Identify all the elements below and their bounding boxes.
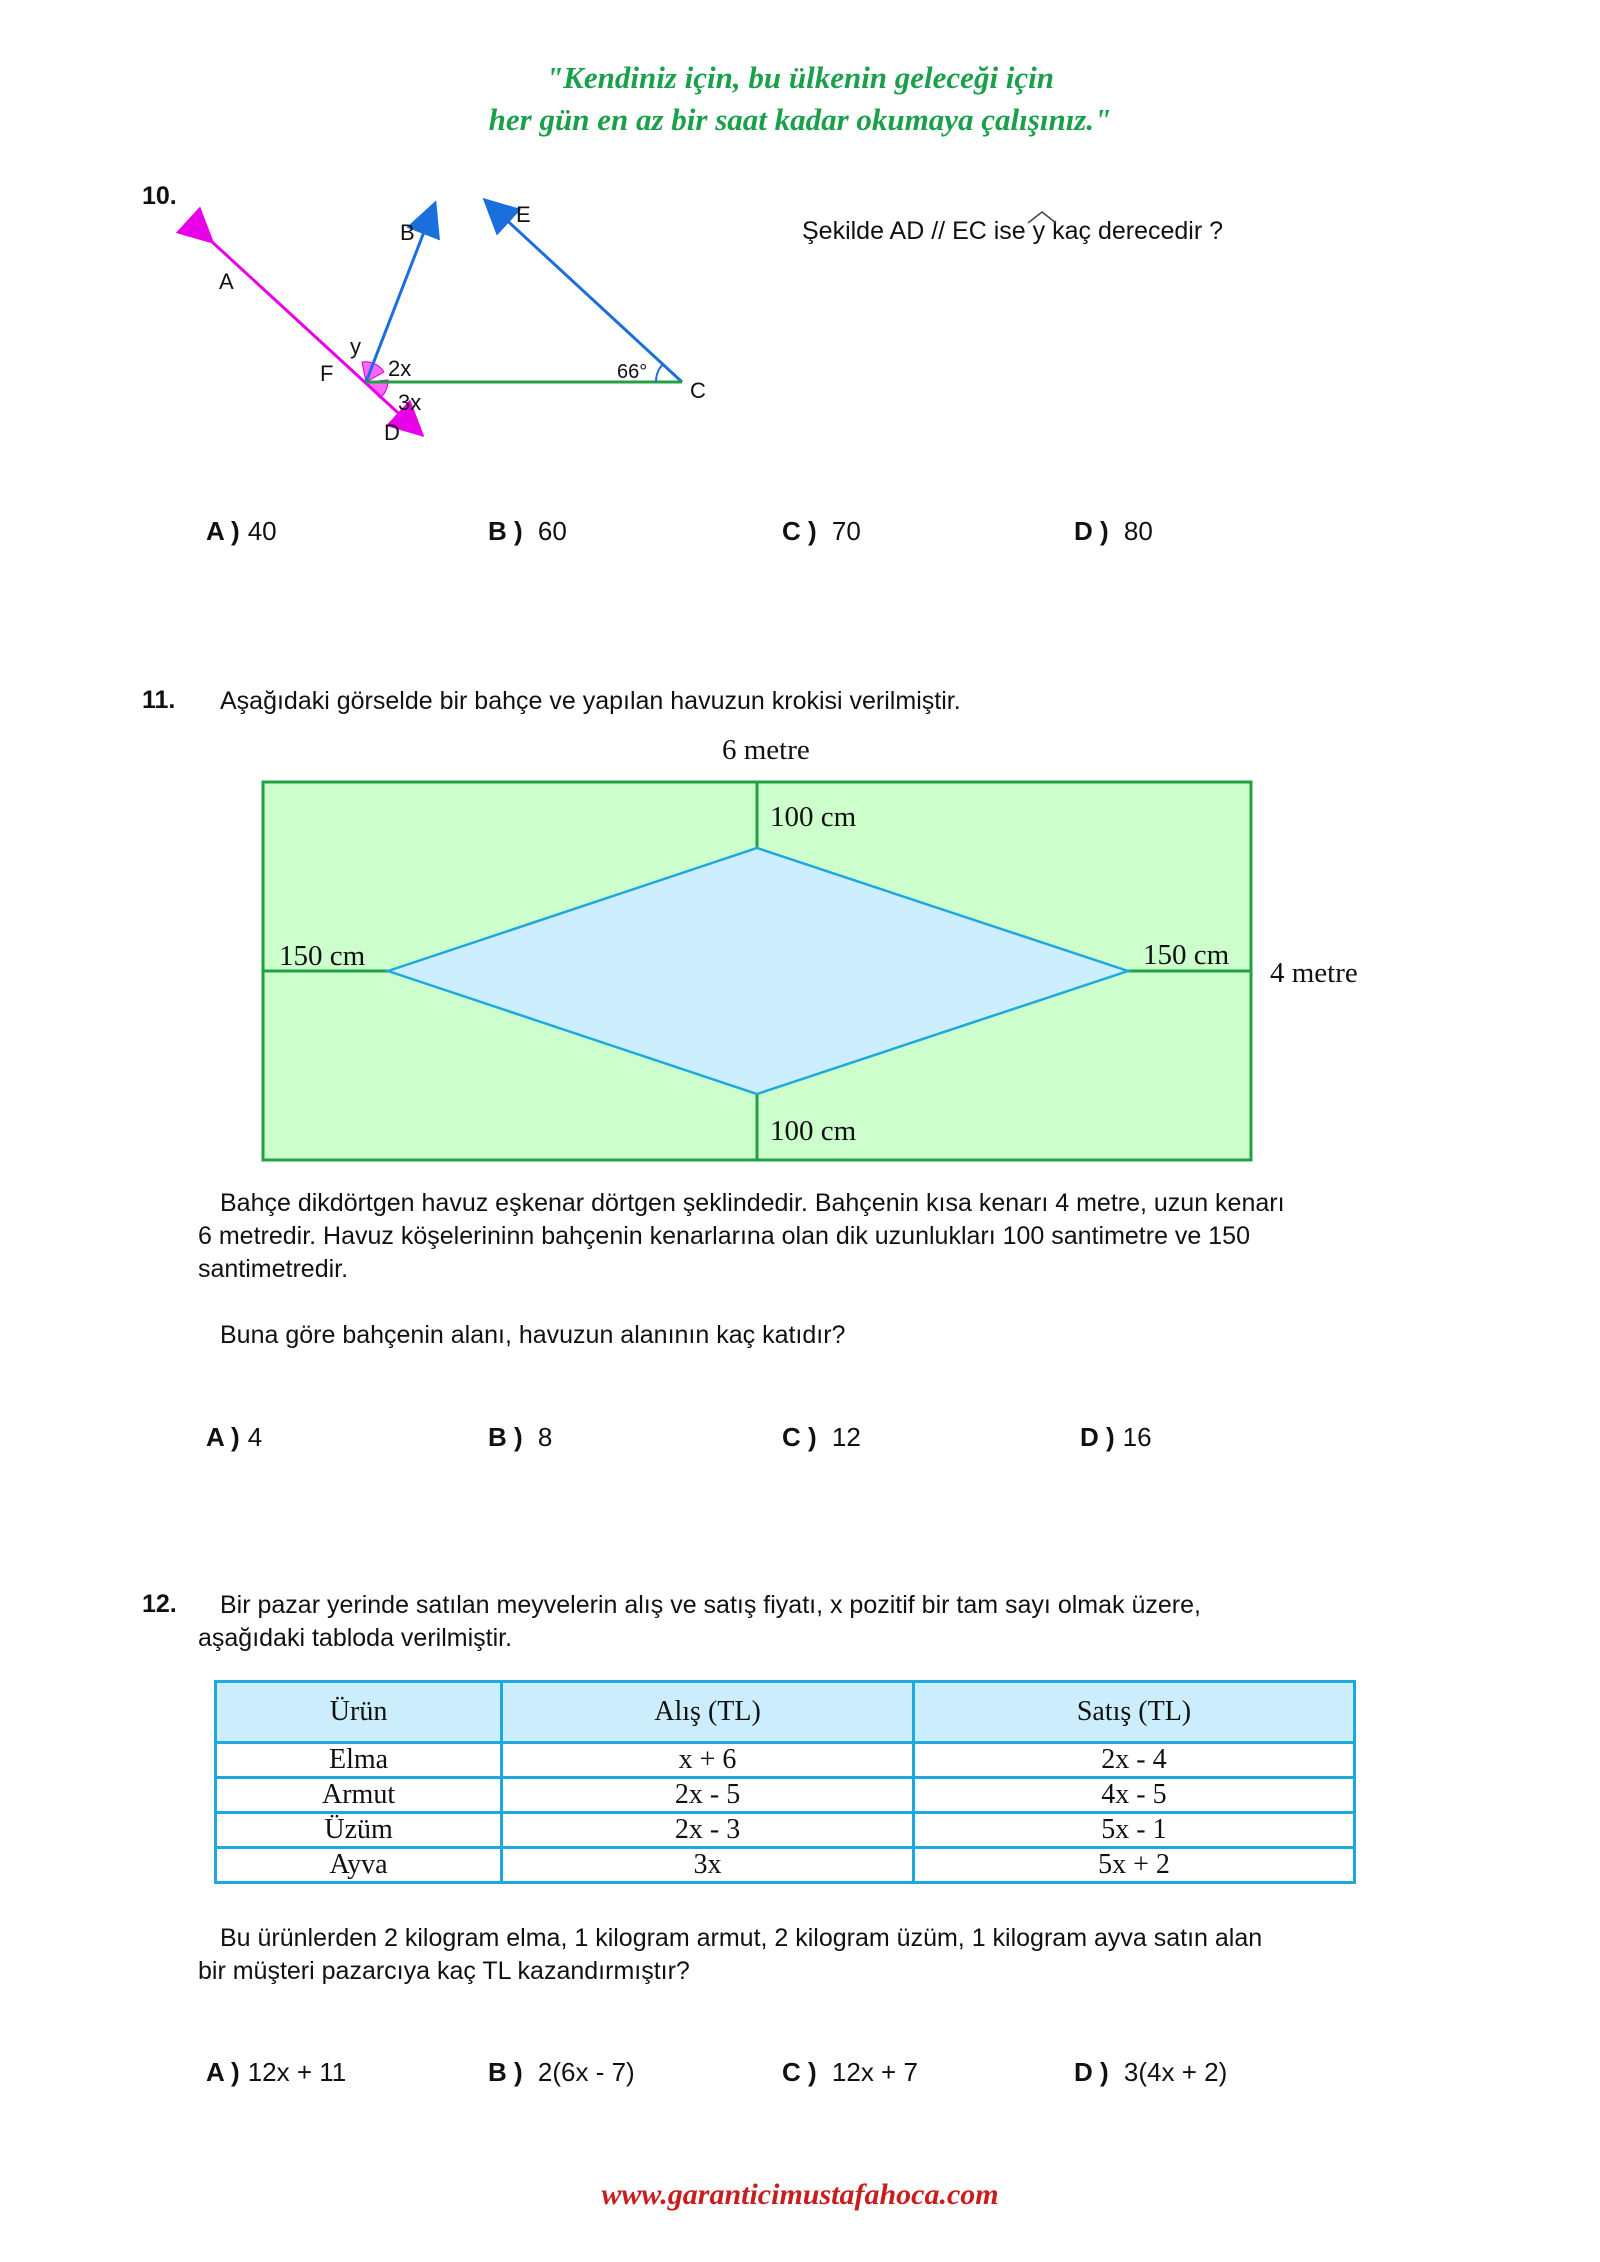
q11-question: Buna göre bahçenin alanı, havuzun alanının kaç katıdır?: [220, 1321, 846, 1349]
table-header-row: [216, 1682, 1355, 1743]
q11-label-height: 4 metre: [1270, 957, 1358, 989]
q12-prompt-line1: Bir pazar yerinde satılan meyvelerin alış ve satış fiyatı, x pozitif bir tam sayı olmak üzere,: [220, 1591, 1201, 1619]
q12-prompt-line2: aşağıdaki tabloda verilmiştir.: [198, 1624, 513, 1652]
q10-label-y: y: [350, 334, 361, 359]
q12-option-c[interactable]: C ) 12x + 7: [782, 2057, 918, 2087]
q10-option-c[interactable]: C ) 70: [782, 516, 861, 546]
table-cell: 3x: [502, 1848, 914, 1883]
q10-label-c: C: [690, 378, 706, 403]
table-cell: x + 6: [502, 1743, 914, 1778]
q11-label-left: 150 cm: [279, 940, 366, 972]
q10-option-d[interactable]: D ) 80: [1074, 516, 1153, 546]
table-row: [216, 1778, 1355, 1813]
q12-option-a[interactable]: A ) 12x + 11: [206, 2057, 347, 2087]
q12-number: 12.: [142, 1590, 177, 1618]
q10-prompt-var: y: [1033, 217, 1046, 245]
q11-label-width: 6 metre: [722, 734, 810, 766]
table-cell: Elma: [216, 1743, 502, 1778]
q12-option-b[interactable]: B ) 2(6x - 7): [488, 2057, 635, 2087]
q10-label-d: D: [384, 420, 400, 445]
table-cell: 2x - 3: [502, 1813, 914, 1848]
table-cell: 2x - 4: [913, 1743, 1354, 1778]
q11-label-bottom: 100 cm: [770, 1115, 857, 1147]
q10-label-3x: 3x: [398, 390, 422, 415]
q10-line-ec: [487, 202, 682, 382]
footer-url[interactable]: www.garanticimustafahoca.com: [601, 2178, 999, 2211]
q11-prompt: Aşağıdaki görselde bir bahçe ve yapılan havuzun krokisi verilmiştir.: [220, 687, 961, 715]
q10-angle-c-arc: [656, 364, 663, 382]
table-header-cell: Satış (TL): [913, 1682, 1354, 1743]
table-header-cell: Alış (TL): [502, 1682, 914, 1743]
q10-option-a[interactable]: A ) 40: [206, 516, 277, 546]
header-quote-line2: her gün en az bir saat kadar okumaya çalışınız.": [488, 102, 1112, 137]
q11-number: 11.: [142, 686, 176, 714]
q10-label-e: E: [516, 202, 531, 227]
table-cell: 4x - 5: [913, 1778, 1354, 1813]
q11-label-top: 100 cm: [770, 801, 857, 833]
table-cell: 2x - 5: [502, 1778, 914, 1813]
q10-figure: [0, 0, 1600, 470]
table-row: [216, 1743, 1355, 1778]
q12-option-d[interactable]: D ) 3(4x + 2): [1074, 2057, 1228, 2087]
table-row: [216, 1813, 1355, 1848]
q11-desc-line3: santimetredir.: [198, 1255, 349, 1283]
q10-prompt-after: kaç derecedir ?: [1045, 217, 1224, 245]
q11-label-right: 150 cm: [1143, 939, 1230, 971]
table-cell: Üzüm: [216, 1813, 502, 1848]
table-row: [216, 1848, 1355, 1883]
q10-line-ad: [210, 240, 420, 433]
q10-label-f: F: [320, 361, 334, 386]
q11-option-a[interactable]: A ) 4: [206, 1422, 263, 1452]
table-cell: Ayva: [216, 1848, 502, 1883]
q12-price-table: [214, 1680, 1356, 1884]
q11-option-c[interactable]: C ) 12: [782, 1422, 861, 1452]
q11-desc-line2: 6 metredir. Havuz köşelerininn bahçenin kenarlarına olan dik uzunlukları 100 santimetre ve 150: [198, 1222, 1250, 1250]
table-cell: 5x - 1: [913, 1813, 1354, 1848]
q10-prompt: [802, 214, 1223, 248]
table-cell: 5x + 2: [913, 1848, 1354, 1883]
q10-prompt-before: Şekilde AD // EC ise: [802, 217, 1033, 245]
q10-label-angle-c: 66°: [617, 361, 648, 383]
q10-number: 10.: [142, 182, 177, 210]
q12-question-line1: Bu ürünlerden 2 kilogram elma, 1 kilogram armut, 2 kilogram üzüm, 1 kilogram ayva satın alan: [220, 1924, 1263, 1952]
angle-hat-icon: [1027, 199, 1055, 213]
q11-desc-line1: Bahçe dikdörtgen havuz eşkenar dörtgen şeklindedir. Bahçenin kısa kenarı 4 metre, uzun kenarı: [220, 1189, 1285, 1217]
table-header-cell: Ürün: [216, 1682, 502, 1743]
table-cell: Armut: [216, 1778, 502, 1813]
q10-option-b[interactable]: B ) 60: [488, 516, 567, 546]
q11-figure: [0, 720, 1600, 1170]
q11-option-d[interactable]: D ) 16: [1080, 1422, 1152, 1452]
q11-option-b[interactable]: B ) 8: [488, 1422, 553, 1452]
q10-label-b: B: [400, 220, 415, 245]
header-quote-line1: "Kendiniz için, bu ülkenin geleceği için: [545, 60, 1055, 95]
q10-label-2x: 2x: [388, 356, 412, 381]
q10-label-a: A: [219, 269, 234, 294]
q12-question-line2: bir müşteri pazarcıya kaç TL kazandırmıştır?: [198, 1957, 690, 1985]
